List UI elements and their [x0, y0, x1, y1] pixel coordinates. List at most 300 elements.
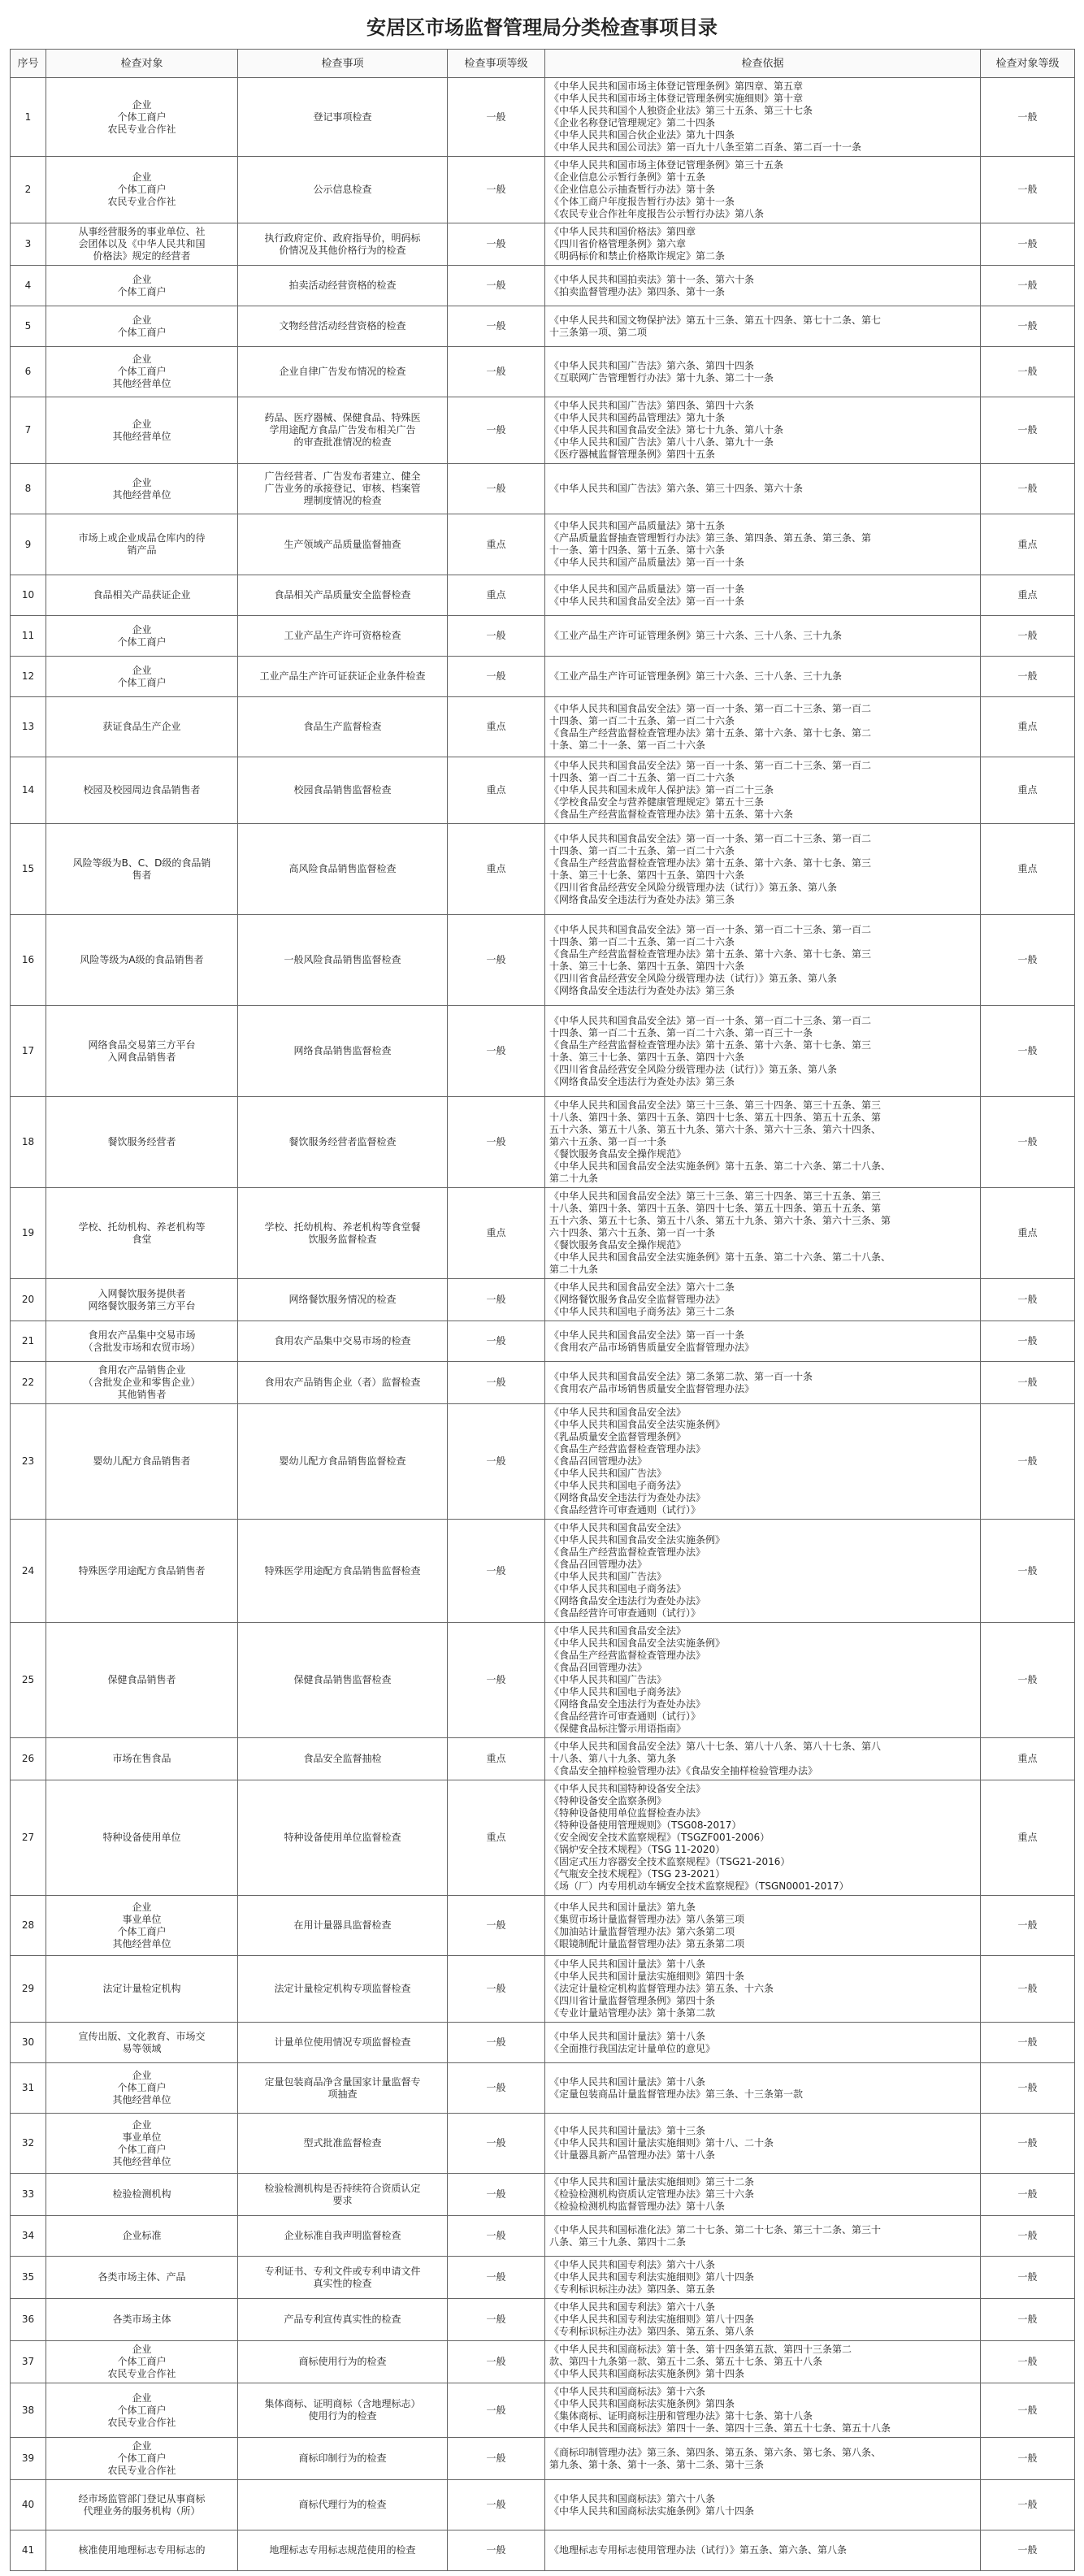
table-row	[11, 2063, 1075, 2114]
inspection-basis-cell	[545, 915, 981, 1006]
inspection-item-line: 食用农产品集中交易市场的检查	[274, 1335, 411, 1347]
inspection-basis-line: 十八条、第八十九条、第九条	[549, 1753, 677, 1764]
inspection-basis-line: 《中华人民共和国标准化法》第二十七条、第二十七条、第三十二条、第三十	[549, 2223, 882, 2236]
table-row	[11, 2383, 1075, 2438]
inspection-object-line: 个体工商户	[117, 285, 167, 297]
inspection-basis-line: 《中华人民共和国食品安全法》第六十二条	[549, 1281, 735, 1293]
inspection-basis-line: 《食品生产经营监督检查管理办法》第十五条、第十六条	[549, 809, 794, 820]
object-level-cell: 一般	[981, 1623, 1075, 1738]
table-row	[11, 2438, 1075, 2480]
inspection-basis-line: 《产品质量监督抽查管理暂行办法》第三条、第四条、第五条、第三条、第	[549, 532, 872, 544]
inspection-object-cell	[46, 824, 238, 915]
item-level-cell: 一般	[448, 1006, 545, 1097]
inspection-basis-line: 《定量包装商品计量监督管理办法》第三条、十三条第一款	[549, 2088, 804, 2100]
inspection-item-line: 专利证书、专利文件或专利申请文件	[264, 2265, 421, 2277]
inspection-basis-line: 《中华人民共和国食品安全法》第三十三条、第三十四条、第三十五条、第三	[549, 1190, 882, 1202]
inspection-object-cell	[46, 1520, 238, 1623]
inspection-basis-line: 《中华人民共和国食品安全法实施条例》第十五条、第二十六条、第二十八条、	[549, 1251, 891, 1263]
item-level-cell: 一般	[448, 1362, 545, 1404]
inspection-basis-line: 《个体工商户年度报告暂行办法》第十一条	[549, 196, 735, 207]
inspection-basis-cell	[545, 824, 981, 915]
inspection-basis-line: 十条、第二十一条、第一百二十六条	[549, 739, 706, 751]
inspection-item-cell	[238, 2257, 448, 2299]
object-level-cell: 一般	[981, 266, 1075, 306]
inspection-basis-cell	[545, 2530, 981, 2571]
item-level-cell: 一般	[448, 2341, 545, 2383]
inspection-basis-cell	[545, 697, 981, 757]
inspection-basis-line: 《四川省食品经营安全风险分级管理办法（试行）》第五条、第八条	[549, 881, 838, 893]
inspection-object-cell	[46, 2341, 238, 2383]
table-row	[11, 1520, 1075, 1623]
inspection-object-line: 宣传出版、文化教育、市场交	[78, 2030, 206, 2042]
inspection-object-cell	[46, 657, 238, 697]
table-row	[11, 915, 1075, 1006]
inspection-item-cell	[238, 616, 448, 657]
inspection-item-line: 检验检测机构是否持续符合资质认定	[264, 2182, 421, 2194]
inspection-object-line: 餐饮服务经营者	[107, 1136, 176, 1147]
inspection-item-line: 网络食品销售监督检查	[293, 1045, 392, 1056]
inspection-item-cell	[238, 78, 448, 157]
inspection-object-cell	[46, 757, 238, 824]
inspection-item-cell	[238, 157, 448, 223]
inspection-basis-cell	[545, 464, 981, 514]
inspection-object-line: 入网餐饮服务提供者	[98, 1287, 186, 1299]
table-row	[11, 1780, 1075, 1896]
inspection-item-line: 商标印制行为的检查	[298, 2452, 387, 2464]
serial-no-cell: 37	[11, 2341, 46, 2383]
inspection-basis-line: 《中华人民共和国计量法》第十八条	[549, 1958, 706, 1970]
inspection-basis-line: 《网络餐饮服务食品安全监督管理办法》	[549, 1294, 726, 1305]
inspection-item-cell	[238, 1188, 448, 1279]
inspection-item-line: 药品、医疗器械、保健食品、特殊医	[264, 412, 421, 423]
serial-no-cell: 15	[11, 824, 46, 915]
inspection-object-cell	[46, 2257, 238, 2299]
inspection-basis-line: 《中华人民共和国电子商务法》	[549, 1686, 687, 1698]
inspection-object-line: 其他经营单位	[112, 430, 171, 442]
inspection-object-line: 个体工商户	[117, 676, 167, 688]
inspection-basis-line: 《四川省价格管理条例》第六章	[549, 238, 687, 249]
inspection-basis-line: 《眼镜制配计量监督管理办法》第五条第二项	[549, 1937, 745, 1949]
inspection-object-line: 企业	[132, 476, 152, 488]
serial-no-cell: 38	[11, 2383, 46, 2438]
serial-no-cell: 2	[11, 157, 46, 223]
table-row	[11, 2174, 1075, 2216]
inspection-basis-line: 款、第四十九条第一款、第五十二条、第五十七条、第五十八条	[549, 2356, 823, 2367]
inspection-item-line: 公示信息检查	[313, 184, 372, 195]
item-level-cell: 一般	[448, 397, 545, 464]
header-object-level: 检查对象等级	[981, 50, 1075, 78]
serial-no-cell: 41	[11, 2530, 46, 2571]
inspection-basis-line: 《中华人民共和国食品安全法实施条例》第十五条、第二十六条、第二十八条、	[549, 1160, 891, 1172]
item-level-cell: 一般	[448, 1956, 545, 2023]
inspection-item-line: 学校、托幼机构、养老机构等食堂餐	[264, 1221, 421, 1233]
inspection-basis-cell	[545, 157, 981, 223]
inspection-item-cell	[238, 2063, 448, 2114]
inspection-basis-cell	[545, 2114, 981, 2174]
inspection-basis-line: 《食品经营许可审查通则（试行）》	[549, 1504, 701, 1516]
table-row	[11, 2480, 1075, 2530]
item-level-cell: 一般	[448, 464, 545, 514]
inspection-object-line: 个体工商户	[117, 2452, 167, 2464]
serial-no-cell: 11	[11, 616, 46, 657]
inspection-basis-line: 《中华人民共和国专利法实施细则》第八十四条	[549, 2314, 755, 2325]
inspection-object-line: 农民专业合作社	[107, 196, 176, 207]
inspection-object-cell	[46, 1623, 238, 1738]
inspection-object-line: 企业	[132, 1901, 152, 1913]
item-level-cell: 一般	[448, 1404, 545, 1520]
inspection-basis-line: 《中华人民共和国广告法》第六条、第三十四条、第六十条	[549, 483, 804, 494]
inspection-item-line: 在用计量器具监督检查	[293, 1919, 392, 1931]
item-level-cell: 一般	[448, 2216, 545, 2257]
serial-no-cell: 36	[11, 2299, 46, 2341]
inspection-basis-line: 《四川省食品经营安全风险分级管理办法（试行）》第五条、第八条	[549, 972, 838, 984]
serial-no-cell: 14	[11, 757, 46, 824]
inspection-basis-line: 《中华人民共和国电子商务法》第三十二条	[549, 1306, 735, 1317]
inspection-object-line: 个体工商户	[117, 326, 167, 338]
inspection-object-line: 获证食品生产企业	[102, 721, 181, 732]
inspection-object-cell	[46, 1738, 238, 1780]
table-row	[11, 397, 1075, 464]
object-level-cell: 一般	[981, 2530, 1075, 2571]
inspection-basis-line: 《中华人民共和国专利法》第六十八条	[549, 2301, 716, 2313]
table-row	[11, 223, 1075, 266]
inspection-basis-line: 《计量器具新产品管理办法》第十八条	[549, 2149, 716, 2161]
header-inspection-item: 检查事项	[238, 50, 448, 78]
inspection-basis-cell	[545, 2341, 981, 2383]
item-level-cell: 一般	[448, 2257, 545, 2299]
serial-no-cell: 28	[11, 1896, 46, 1956]
inspection-object-line: 风险等级为A级的食品销售者	[80, 954, 204, 965]
item-level-cell: 一般	[448, 2299, 545, 2341]
inspection-basis-line: 《企业信息公示抽查暂行办法》第十条	[549, 184, 716, 195]
inspection-item-line: 特种设备使用单位监督检查	[284, 1832, 401, 1843]
inspection-object-line: 企业	[132, 2392, 152, 2404]
serial-no-cell: 8	[11, 464, 46, 514]
inspection-basis-line: 《气瓶安全技术规程》（TSG 23-2021）	[549, 1868, 726, 1880]
inspection-object-line: 企业	[132, 314, 152, 326]
inspection-item-cell	[238, 757, 448, 824]
inspection-object-line: 售者	[132, 869, 152, 881]
inspection-basis-cell	[545, 616, 981, 657]
object-level-cell: 重点	[981, 1188, 1075, 1279]
inspection-basis-cell	[545, 1404, 981, 1520]
inspection-basis-cell	[545, 78, 981, 157]
table-row	[11, 2216, 1075, 2257]
inspection-item-cell	[238, 1956, 448, 2023]
inspection-basis-line: 《检验检测机构资质认定管理办法》第三十六条	[549, 2188, 755, 2200]
inspection-basis-line: 《安全阀安全技术监察规程》（TSGZF001-2006）	[549, 1832, 770, 1843]
inspection-item-line: 广告经营者、广告发布者建立、健全	[264, 471, 421, 482]
inspection-basis-line: 《固定式压力容器安全技术监察规程》（TSG21-2016）	[549, 1856, 791, 1867]
inspection-item-line: 价情况及其他价格行为的检查	[279, 244, 406, 256]
inspection-object-cell	[46, 1404, 238, 1520]
inspection-basis-cell	[545, 397, 981, 464]
inspection-basis-line: 《食品召回管理办法》	[549, 1559, 648, 1570]
object-level-cell: 重点	[981, 514, 1075, 575]
inspection-basis-line: 十四条、第一百二十五条、第一百二十六条	[549, 772, 735, 783]
inspection-basis-line: 六十四条、第六十五条、第一百一十条	[549, 1227, 716, 1238]
inspection-basis-line: 《网络食品安全违法行为查处办法》第三条	[549, 984, 735, 996]
inspection-object-line: 企业	[132, 353, 152, 365]
object-level-cell: 一般	[981, 1956, 1075, 2023]
inspection-basis-cell	[545, 1956, 981, 2023]
inspection-object-cell	[46, 1321, 238, 1362]
inspection-item-line: 餐饮服务经营者监督检查	[288, 1136, 397, 1147]
table-row	[11, 2341, 1075, 2383]
inspection-basis-line: 《专利标识标注办法》第四条、第五条、第八条	[549, 2326, 755, 2337]
serial-no-cell: 23	[11, 1404, 46, 1520]
inspection-basis-line: 《网络食品安全违法行为查处办法》第三条	[549, 893, 735, 905]
table-row	[11, 1188, 1075, 1279]
inspection-basis-line: 十四条、第一百二十五条、第一百二十六条	[549, 935, 735, 948]
inspection-basis-line: 《专业计量站管理办法》第十条第二款	[549, 2007, 716, 2019]
item-level-cell: 一般	[448, 157, 545, 223]
serial-no-cell: 35	[11, 2257, 46, 2299]
inspection-object-cell	[46, 616, 238, 657]
inspection-basis-cell	[545, 2299, 981, 2341]
inspection-basis-line: 《中华人民共和国计量法实施细则》第四十条	[549, 1971, 745, 1982]
object-level-cell: 一般	[981, 1404, 1075, 1520]
serial-no-cell: 40	[11, 2480, 46, 2530]
serial-no-cell: 29	[11, 1956, 46, 2023]
inspection-item-line: 要求	[332, 2194, 353, 2206]
inspection-basis-cell	[545, 1738, 981, 1780]
inspection-basis-line: 第九条、第十条、第十一条、第十二条、第十三条	[549, 2458, 765, 2470]
inspection-object-cell	[46, 915, 238, 1006]
inspection-object-line: 市场上或企业成品仓库内的待	[78, 532, 206, 544]
object-level-cell: 一般	[981, 1097, 1075, 1188]
inspection-object-line: 企业	[132, 664, 152, 676]
table-row	[11, 2257, 1075, 2299]
inspection-item-cell	[238, 1006, 448, 1097]
item-level-cell: 重点	[448, 514, 545, 575]
inspection-item-line: 型式批准监督检查	[303, 2137, 382, 2149]
inspection-object-line: （含批发市场和农贸市场）	[83, 1341, 201, 1353]
object-level-cell: 一般	[981, 223, 1075, 266]
object-level-cell: 一般	[981, 1362, 1075, 1404]
item-level-cell: 一般	[448, 1896, 545, 1956]
item-level-cell: 一般	[448, 223, 545, 266]
inspection-object-line: 个体工商户	[117, 2356, 167, 2367]
inspection-basis-line: 《特种设备使用管理规则》（TSG08-2017）	[549, 1819, 742, 1831]
inspection-object-line: 事业单位	[122, 2131, 162, 2143]
inspection-basis-line: 《锅炉安全技术规程》（TSG 11-2020）	[549, 1844, 726, 1855]
inspection-object-line: 特殊医学用途配方食品销售者	[78, 1564, 206, 1576]
inspection-basis-cell	[545, 1780, 981, 1896]
inspection-object-cell	[46, 697, 238, 757]
inspection-basis-line: 《食品生产经营监督检查管理办法》第十五条、第十六条、第十七条、第二	[549, 726, 872, 739]
item-level-cell: 一般	[448, 1623, 545, 1738]
inspection-object-line: 个体工商户	[117, 184, 167, 195]
inspection-object-cell	[46, 223, 238, 266]
inspection-object-line: 其他经营单位	[112, 488, 171, 501]
inspection-object-line: 网络餐饮服务第三方平台	[88, 1299, 196, 1312]
inspection-basis-line: 《中华人民共和国计量法》第十三条	[549, 2125, 706, 2136]
item-level-cell: 一般	[448, 2480, 545, 2530]
inspection-basis-line: 《中华人民共和国食品安全法》	[549, 1625, 687, 1637]
item-level-cell: 重点	[448, 1738, 545, 1780]
inspection-object-line: 企业	[132, 171, 152, 183]
table-header-row	[11, 50, 1075, 78]
inspection-basis-cell	[545, 1362, 981, 1404]
inspection-object-cell	[46, 1006, 238, 1097]
inspection-basis-cell	[545, 266, 981, 306]
inspection-basis-cell	[545, 2216, 981, 2257]
serial-no-cell: 32	[11, 2114, 46, 2174]
inspection-object-line: 企业	[132, 2070, 152, 2081]
inspection-basis-cell	[545, 1896, 981, 1956]
inspection-basis-line: 《特种设备使用单位监督检查办法》	[549, 1807, 706, 1819]
object-level-cell: 一般	[981, 2341, 1075, 2383]
inspection-object-line: 个体工商户	[117, 111, 167, 123]
table-row	[11, 2299, 1075, 2341]
inspection-object-cell	[46, 1896, 238, 1956]
table-row	[11, 616, 1075, 657]
inspection-item-cell	[238, 347, 448, 397]
inspection-basis-line: 《食品安全抽样检验管理办法》《食品安全抽样检验管理办法》	[549, 1765, 818, 1776]
serial-no-cell: 17	[11, 1006, 46, 1097]
inspection-basis-line: 《中华人民共和国广告法》	[549, 1674, 667, 1685]
header-inspection-object: 检查对象	[46, 50, 238, 78]
object-level-cell: 一般	[981, 397, 1075, 464]
table-row	[11, 1279, 1075, 1321]
inspection-item-cell	[238, 306, 448, 347]
inspection-object-line: 食用农产品集中交易市场	[88, 1329, 196, 1341]
inspection-basis-line: 《专利标识标注办法》第四条、第五条	[549, 2283, 716, 2295]
inspection-basis-cell	[545, 1279, 981, 1321]
inspection-object-line: 企业	[132, 2118, 152, 2131]
inspection-basis-line: 《中华人民共和国电子商务法》	[549, 1583, 687, 1594]
inspection-basis-cell	[545, 1006, 981, 1097]
object-level-cell: 一般	[981, 1896, 1075, 1956]
inspection-basis-line: 《中华人民共和国食品安全法实施条例》	[549, 1534, 726, 1546]
inspection-object-line: 企业	[132, 418, 152, 430]
inspection-object-line: 企业	[132, 2344, 152, 2355]
object-level-cell: 一般	[981, 2438, 1075, 2480]
table-row	[11, 1896, 1075, 1956]
inspection-basis-line: 《中华人民共和国产品质量法》第一百一十条	[549, 583, 745, 595]
item-level-cell: 重点	[448, 575, 545, 616]
inspection-object-line: 其他销售者	[117, 1389, 167, 1400]
inspection-item-cell	[238, 2174, 448, 2216]
inspection-basis-line: 《中华人民共和国电子商务法》	[549, 1480, 687, 1491]
inspection-basis-line: 十四条、第一百二十五条、第一百二十六条	[549, 714, 735, 726]
inspection-object-cell	[46, 575, 238, 616]
inspection-item-cell	[238, 697, 448, 757]
serial-no-cell: 16	[11, 915, 46, 1006]
inspection-object-line: 检验检测机构	[112, 2188, 171, 2200]
inspection-basis-line: 十八条、第四十条、第四十五条、第四十七条、第五十四条、第五十五条、第	[549, 1203, 882, 1214]
inspection-basis-line: 《中华人民共和国商标法》第十条、第十四条第五款、第四十三条第二	[549, 2344, 852, 2355]
inspection-object-line: 企业	[132, 98, 152, 111]
serial-no-cell: 6	[11, 347, 46, 397]
inspection-basis-line: 《食品生产经营监督检查管理办法》	[549, 1650, 706, 1661]
inspection-object-line: 法定计量检定机构	[102, 1983, 181, 1994]
object-level-cell: 一般	[981, 1006, 1075, 1097]
inspection-item-cell	[238, 514, 448, 575]
inspection-object-cell	[46, 306, 238, 347]
inspection-basis-line: 《中华人民共和国特种设备安全法》	[549, 1783, 706, 1794]
table-row	[11, 697, 1075, 757]
inspection-basis-line: 《网络食品安全违法行为查处办法》	[549, 1492, 706, 1503]
inspection-object-cell	[46, 1188, 238, 1279]
inspection-item-line: 理制度情况的检查	[303, 495, 382, 506]
table-row	[11, 306, 1075, 347]
inspection-object-cell	[46, 2480, 238, 2530]
object-level-cell: 一般	[981, 616, 1075, 657]
item-level-cell: 一般	[448, 266, 545, 306]
inspection-basis-line: 《餐饮服务食品安全操作规范》	[549, 1148, 687, 1160]
inspection-basis-line: 《拍卖监督管理办法》第四条、第十一条	[549, 285, 726, 297]
inspection-object-line: 经市场监管部门登记从事商标	[78, 2492, 206, 2504]
inspection-object-line: 农民专业合作社	[107, 2465, 176, 2476]
inspection-object-line: 代理业务的服务机构（所）	[83, 2504, 201, 2517]
item-level-cell: 一般	[448, 1321, 545, 1362]
inspection-item-line: 食用农产品销售企业（者）监督检查	[264, 1377, 421, 1388]
inspection-object-cell	[46, 2530, 238, 2571]
inspection-object-line: 其他经营单位	[112, 1937, 171, 1949]
inspection-item-line: 地理标志专用标志规范使用的检查	[269, 2544, 416, 2556]
inspection-basis-line: 《中华人民共和国产品质量法》第十五条	[549, 520, 726, 531]
inspection-basis-line: 《中华人民共和国食品安全法》	[549, 1407, 687, 1418]
item-level-cell: 重点	[448, 757, 545, 824]
table-row	[11, 2023, 1075, 2063]
inspection-basis-line: 《中华人民共和国文物保护法》第五十三条、第五十四条、第七十二条、第七	[549, 314, 882, 326]
inspection-object-line: 企业	[132, 2440, 152, 2452]
object-level-cell: 一般	[981, 915, 1075, 1006]
inspection-object-line: 学校、托幼机构、养老机构等	[78, 1221, 206, 1233]
inspection-basis-cell	[545, 1097, 981, 1188]
serial-no-cell: 31	[11, 2063, 46, 2114]
inspection-item-line: 特殊医学用途配方食品销售监督检查	[264, 1564, 421, 1576]
inspection-object-line: 其他经营单位	[112, 2155, 171, 2167]
inspection-item-cell	[238, 1780, 448, 1896]
inspection-item-line: 保健食品销售监督检查	[293, 1674, 392, 1685]
item-level-cell: 一般	[448, 2383, 545, 2438]
inspection-basis-cell	[545, 347, 981, 397]
table-row	[11, 1738, 1075, 1780]
inspection-object-line: 个体工商户	[117, 2082, 167, 2093]
inspection-basis-line: 十条、第三十七条、第四十五条、第四十六条	[549, 869, 745, 881]
inspection-object-line: 个体工商户	[117, 635, 167, 648]
inspection-item-cell	[238, 223, 448, 266]
inspection-basis-line: 十八条、第四十条、第四十五条、第四十七条、第五十四条、第五十五条、第	[549, 1112, 882, 1123]
object-level-cell: 一般	[981, 1520, 1075, 1623]
inspection-item-line: 生产领域产品质量监督抽查	[284, 538, 401, 550]
inspection-item-cell	[238, 2114, 448, 2174]
inspection-basis-cell	[545, 2023, 981, 2063]
inspection-item-cell	[238, 1279, 448, 1321]
inspection-basis-line: 《食品生产经营监督检查管理办法》第十五条、第十六条、第十七条、第三	[549, 856, 872, 869]
inspection-basis-line: 《中华人民共和国商标法实施条例》第四条	[549, 2398, 735, 2409]
inspection-object-cell	[46, 1279, 238, 1321]
serial-no-cell: 10	[11, 575, 46, 616]
inspection-item-cell	[238, 1404, 448, 1520]
inspection-basis-line: 《中华人民共和国商标法实施条例》第十四条	[549, 2368, 745, 2379]
table-row	[11, 514, 1075, 575]
item-level-cell: 一般	[448, 2023, 545, 2063]
inspection-basis-line: 《中华人民共和国食品安全法》第一百一十条、第一百二十三条、第一百二	[549, 1014, 872, 1026]
inspection-basis-line: 《中华人民共和国市场主体登记管理条例实施细则》第十章	[549, 93, 804, 104]
inspection-object-line: 核准使用地理标志专用标志的	[78, 2544, 206, 2556]
inspection-item-line: 网络餐饮服务情况的检查	[288, 1294, 397, 1305]
inspection-item-cell	[238, 2299, 448, 2341]
serial-no-cell: 3	[11, 223, 46, 266]
inspection-item-line: 食品相关产品质量安全监督检查	[274, 589, 411, 601]
inspection-basis-line: 《中华人民共和国食品安全法》第八十七条、第八十八条、第八十七条、第八	[549, 1741, 882, 1752]
inspection-basis-line: 《中华人民共和国个人独资企业法》第三十五条、第三十七条	[549, 105, 813, 116]
inspection-basis-line: 《场（厂）内专用机动车辆安全技术监察规程》（TSGN0001-2017）	[549, 1880, 849, 1892]
